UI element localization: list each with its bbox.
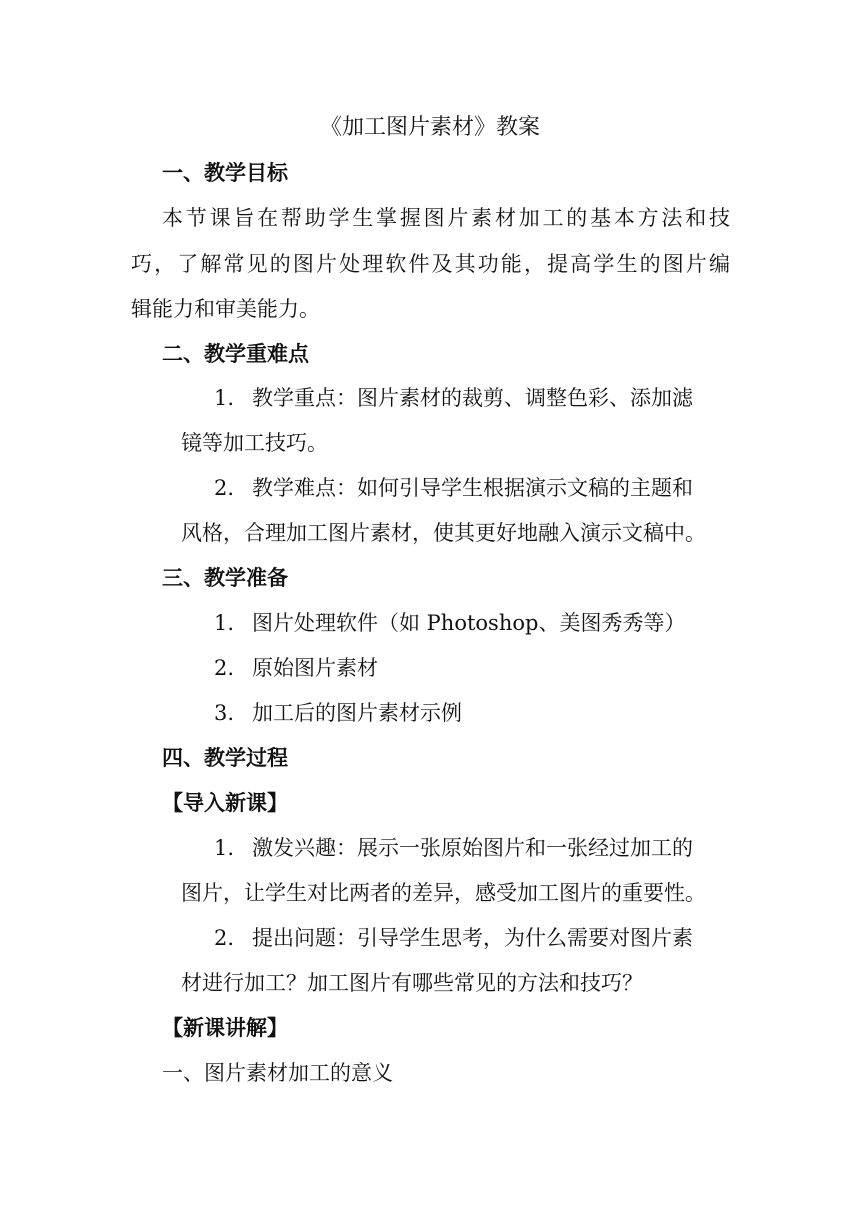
list-number: 1.: [214, 386, 235, 410]
section-heading-process: 四、教学过程: [162, 746, 288, 770]
prep-item-1: [214, 608, 685, 638]
list-text: 图片处理软件（如 Photoshop、美图秀秀等）: [252, 611, 686, 635]
intro-item-2-line-2: 材进行加工？加工图片有哪些常见的方法和技巧？: [181, 971, 643, 995]
list-number: 3.: [214, 701, 235, 725]
goals-para-line-1: 本节课旨在帮助学生掌握图片素材加工的基本方法和技: [162, 206, 730, 230]
list-number: 2.: [214, 476, 235, 500]
document-title: 《加工图片素材》教案: [319, 115, 540, 140]
key-point-item-2-line-1: [214, 473, 693, 503]
list-text: 原始图片素材: [252, 656, 378, 680]
list-number: 2.: [214, 656, 235, 680]
prep-item-3: [214, 698, 462, 728]
prep-item-2: [214, 653, 378, 683]
section-heading-preparation: 三、教学准备: [162, 566, 288, 590]
list-text: 提出问题：引导学生思考，为什么需要对图片素: [252, 926, 693, 950]
list-text: 加工后的图片素材示例: [252, 701, 462, 725]
list-number: 1.: [214, 611, 235, 635]
section-heading-goals: 一、教学目标: [162, 161, 288, 185]
goals-para-line-2: 巧，了解常见的图片处理软件及其功能，提高学生的图片编: [131, 252, 730, 276]
goals-para-line-3: 辑能力和审美能力。: [131, 297, 320, 321]
list-text: 激发兴趣：展示一张原始图片和一张经过加工的: [252, 836, 693, 860]
key-point-item-1-line-1: [214, 383, 693, 413]
subsection-heading-new-lesson: 【新课讲解】: [162, 1016, 288, 1040]
new-lesson-subheading: 一、图片素材加工的意义: [162, 1061, 393, 1085]
section-heading-key-points: 二、教学重难点: [162, 342, 309, 366]
intro-item-1-line-1: [214, 833, 693, 863]
list-text: 教学难点：如何引导学生根据演示文稿的主题和: [252, 476, 693, 500]
list-text: 教学重点：图片素材的裁剪、调整色彩、添加滤: [252, 386, 693, 410]
list-number: 1.: [214, 836, 235, 860]
intro-item-1-line-2: 图片，让学生对比两者的差异，感受加工图片的重要性。: [181, 881, 706, 905]
intro-item-2-line-1: [214, 923, 693, 953]
list-number: 2.: [214, 926, 235, 950]
subsection-heading-intro: 【导入新课】: [162, 791, 288, 815]
key-point-item-1-line-2: 镜等加工技巧。: [181, 431, 328, 455]
key-point-item-2-line-2: 风格，合理加工图片素材，使其更好地融入演示文稿中。: [181, 521, 706, 545]
